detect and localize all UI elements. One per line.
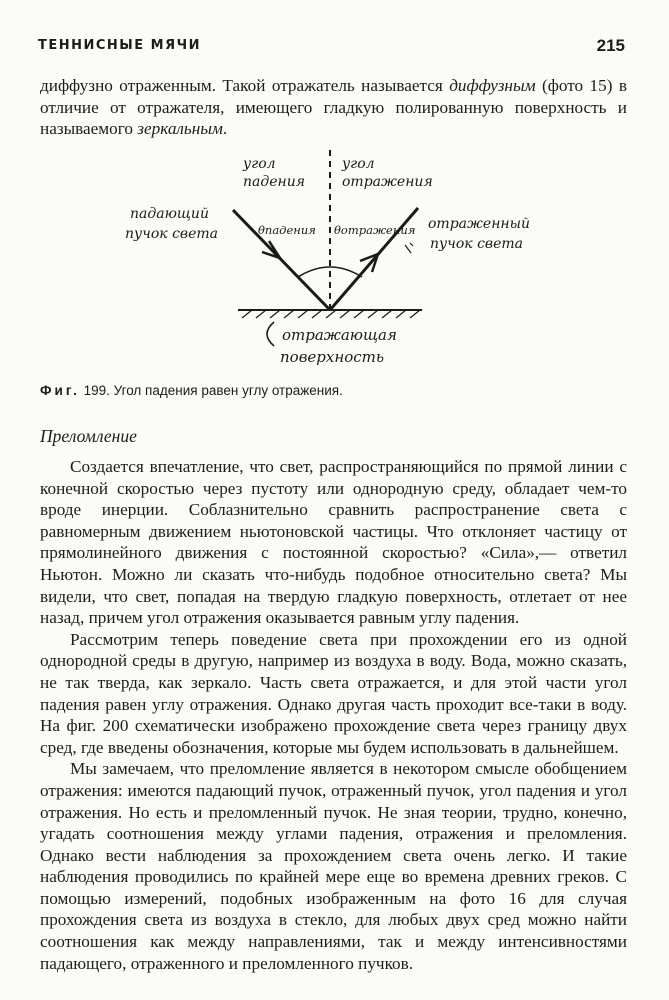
caption-text: 199. Угол падения равен углу отражения.: [79, 383, 343, 398]
label-incident-beam-1: падающий: [130, 206, 209, 222]
figure-caption: [40, 383, 343, 398]
label-surface-2: поверхность: [280, 348, 385, 366]
lead-part-2: (фото 15) в отличие от отражателя, имеющего гладкую полированную поверхность и называемого: [40, 76, 627, 139]
lead-part-1: диффузно отраженным. Такой отражатель называется: [40, 76, 450, 95]
running-title: ТЕННИСНЫЕ МЯЧИ: [38, 38, 202, 53]
label-angle-reflection-2: отражения: [342, 174, 433, 190]
label-theta-incidence: θпадения: [258, 223, 316, 237]
label-surface-1: отражающая: [282, 326, 397, 344]
stray-marks: [405, 243, 413, 253]
label-theta-reflection: θотражения: [334, 223, 416, 237]
page-header: [38, 36, 625, 60]
page-number: 215: [596, 36, 625, 55]
paragraph: Создается впечатление, что свет, распространяющийся по прямой линии с конечной скоростью через пустоту или однородную среду, обладает чем-то вроде инерции. Соблазнительно сравнить распространение света с равномерным движением ньютоновской частицы. Что отклоняет частицу от прямолинейного движения с постоянной скоростью? «Сила»,— ответил Ньютон. Можно ли сказать что-нибудь подобное относительно света? Мы видели, что свет, попадая на твердую гладкую поверхность, отлетает от нее назад, причем угол отражения оказывается равным углу падения.: [40, 457, 627, 628]
caption-label: Фиг.: [40, 383, 80, 398]
surface-brace: [267, 322, 274, 346]
label-angle-incidence-1: угол: [243, 156, 276, 172]
figure-199: [110, 150, 540, 375]
paragraph: Мы замечаем, что преломление является в некотором смысле обобщением отражения: имеются падающий пучок, отраженный пучок, угол падения и угол отражения. Но есть и преломленный пучок. Не зная теории, трудно, конечно, угадать соотношения между углами падения, отражения и преломления. Однако вести наблюдения за прохождением света очень легко. И такие наблюдения проводились по крайней мере еще во времена древних греков. С помощью измерений, подобных изображенным на фото 16 для случая прохождения света из воздуха в стекло, для любых двух сред можно найти соотношения как между направлениями, так и между интенсивностями падающего, отраженного и преломленного пучков.: [40, 759, 627, 973]
section-body: [40, 456, 627, 974]
label-angle-incidence-2: падения: [243, 174, 306, 190]
label-reflected-beam-1: отраженный: [428, 216, 531, 232]
section-title: Преломление: [40, 426, 137, 446]
term-specular: зеркальным: [137, 119, 223, 139]
paragraph: Рассмотрим теперь поведение света при прохождении его из одной однородной среды в другую, например из воздуха в воду. Вода, можно сказать, не так тверда, как зеркало. Часть света отражается, и для этой части угол падения равен углу отражения. Однако другая часть проходит все-таки в воду. На фиг. 200 схематически изображено прохождение света через границу двух сред, где введены обозначения, которые мы будем использовать в дальнейшем.: [40, 629, 627, 757]
lead-paragraph: [40, 75, 627, 140]
term-diffuse: диффузным: [449, 76, 536, 95]
label-angle-reflection-1: угол: [342, 156, 375, 172]
reflection-diagram: [110, 150, 540, 375]
surface-hatching: [242, 310, 420, 318]
lead-part-3: .: [222, 119, 228, 139]
label-reflected-beam-2: пучок света: [430, 236, 523, 252]
label-incident-beam-2: пучок света: [125, 226, 218, 242]
